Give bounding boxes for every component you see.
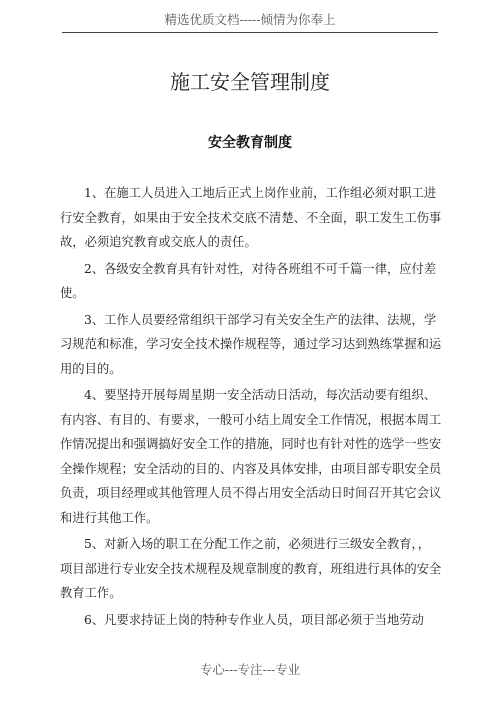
page-header: 精选优质文档-----倾情为你奉上 xyxy=(164,12,336,27)
section-title: 安全教育制度 xyxy=(208,135,292,151)
paragraph-3: 3、工作人员要经常组织干部学习有关安全生产的法律、法规，学习规范和标准，学习安全技术操作规程等，通过学习达到熟练掌握和运用的目的。 xyxy=(60,312,442,376)
paragraph-4: 4、要坚持开展每周星期一安全活动日活动，每次活动要有组织、有内容、有目的、有要求，一般可小结上周安全工作情况，根据本周工作情况提出和强调搞好安全工作的措施，同时也有针对性的选学一些安全操作规程；安全活动的目的、内容及具体安排，由项目部专职安全员负责，项目经理或其他管理人员不得占用安全活动日时间召开其它会议和进行其他工作。 xyxy=(60,388,442,525)
document-body xyxy=(60,181,442,632)
page-footer: 专心---专注---专业 xyxy=(199,662,301,677)
paragraph-6: 6、凡要求持证上岗的特种专作业人员，项目部必须于当地劳动 xyxy=(84,612,424,627)
paragraph-1: 1、在施工人员进入工地后正式上岗作业前，工作组必须对职工进行安全教育，如果由于安全技术交底不清楚、不全面，职工发生工伤事故，必须追究教育或交底人的责任。 xyxy=(60,186,442,249)
paragraph-2: 2、各级安全教育具有针对性，对待各班组不可千篇一律，应付差使。 xyxy=(60,261,437,300)
paragraph-5: 5、对新入场的职工在分配工作之前，必须进行三级安全教育，，项目部进行专业安全技术规程及规章制度的教育，班组进行具体的安全教育工作。 xyxy=(60,537,442,600)
header-divider xyxy=(62,32,438,33)
document-title: 施工安全管理制度 xyxy=(170,70,330,94)
